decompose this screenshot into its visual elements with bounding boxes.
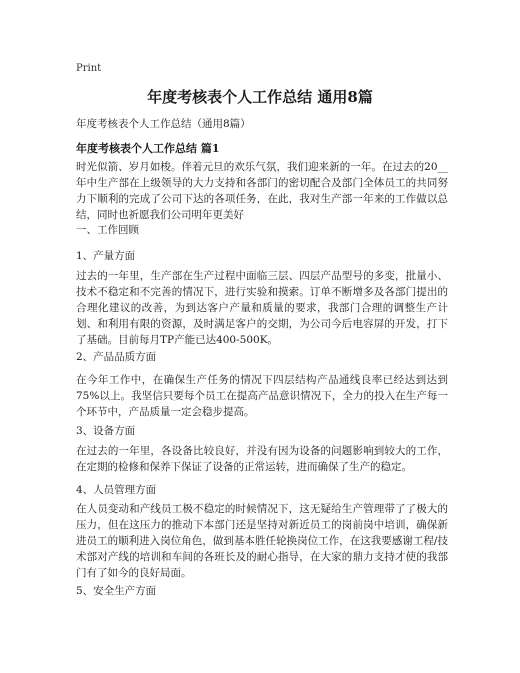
heading-safety: 5、安全生产方面 bbox=[76, 585, 157, 597]
intro-paragraph: 时光似箭、岁月如梭。伴着元旦的欢乐气氛，我们迎来新的一年。在过去的20__年中生产部在上级领导的大力支持和各部门的密切配合及部门全体员工的共同努力下顺利的完成了公司下达的各项任务，在此，我对生产部一年来的工作做以总结，同时也祈愿我们公司明年更美好 bbox=[76, 161, 448, 221]
heading-review: 一、工作回顾 bbox=[76, 224, 139, 236]
heading-quality: 2、产品品质方面 bbox=[76, 351, 157, 363]
section-title: 年度考核表个人工作总结 篇1 bbox=[76, 142, 220, 155]
heading-output: 1、产量方面 bbox=[76, 250, 136, 262]
heading-personnel: 4、人员管理方面 bbox=[76, 484, 157, 496]
paragraph-quality: 在今年工作中，在确保生产任务的情况下四层结构产品通线良率已经达到达到75%以上。我坚信只要每个员工在提高产品意识情况下，全力的投入在生产每一个环节中，产品质量一定会稳步提高。 bbox=[76, 374, 448, 418]
document-title: 年度考核表个人工作总结 通用8篇 bbox=[147, 88, 373, 106]
paragraph-personnel: 在人员变动和产线员工极不稳定的时候情况下，这无疑给生产管理带了了极大的压力，但在这压力的推动下本部门还是坚持对新近员工的岗前岗中培训，确保新进员工的顺利进入岗位角色，做到基本胜任轮换岗位工作，在这我要感谢工程/技术部对产线的培训和车间的各班长及的耐心指导，在大家的鼎力支持才使的我部门有了如今的良好局面。 bbox=[76, 503, 448, 579]
paragraph-equipment: 在过去的一年里，各设备比较良好，并没有因为设备的问题影响到较大的工作，在定期的检修和保养下保证了设备的正常运转，进而确保了生产的稳定。 bbox=[76, 445, 448, 473]
print-label: Print bbox=[76, 63, 102, 74]
paragraph-output: 过去的一年里，生产部在生产过程中面临三层、四层产品型号的多变，批量小、技术不稳定和不完善的情况下，进行实验和摸索。订单不断增多及各部门提出的合理化建议的改善，为到达客户产量和质量的要求，我部门合理的调整生产计划、和利用有限的资源，及时满足客户的交期，为公司今后电容屏的开发，打下了基础。目前每月TP产能已达400-500K。 bbox=[76, 270, 448, 346]
document-subtitle: 年度考核表个人工作总结（通用8篇） bbox=[76, 118, 251, 130]
heading-equipment: 3、设备方面 bbox=[76, 425, 136, 437]
